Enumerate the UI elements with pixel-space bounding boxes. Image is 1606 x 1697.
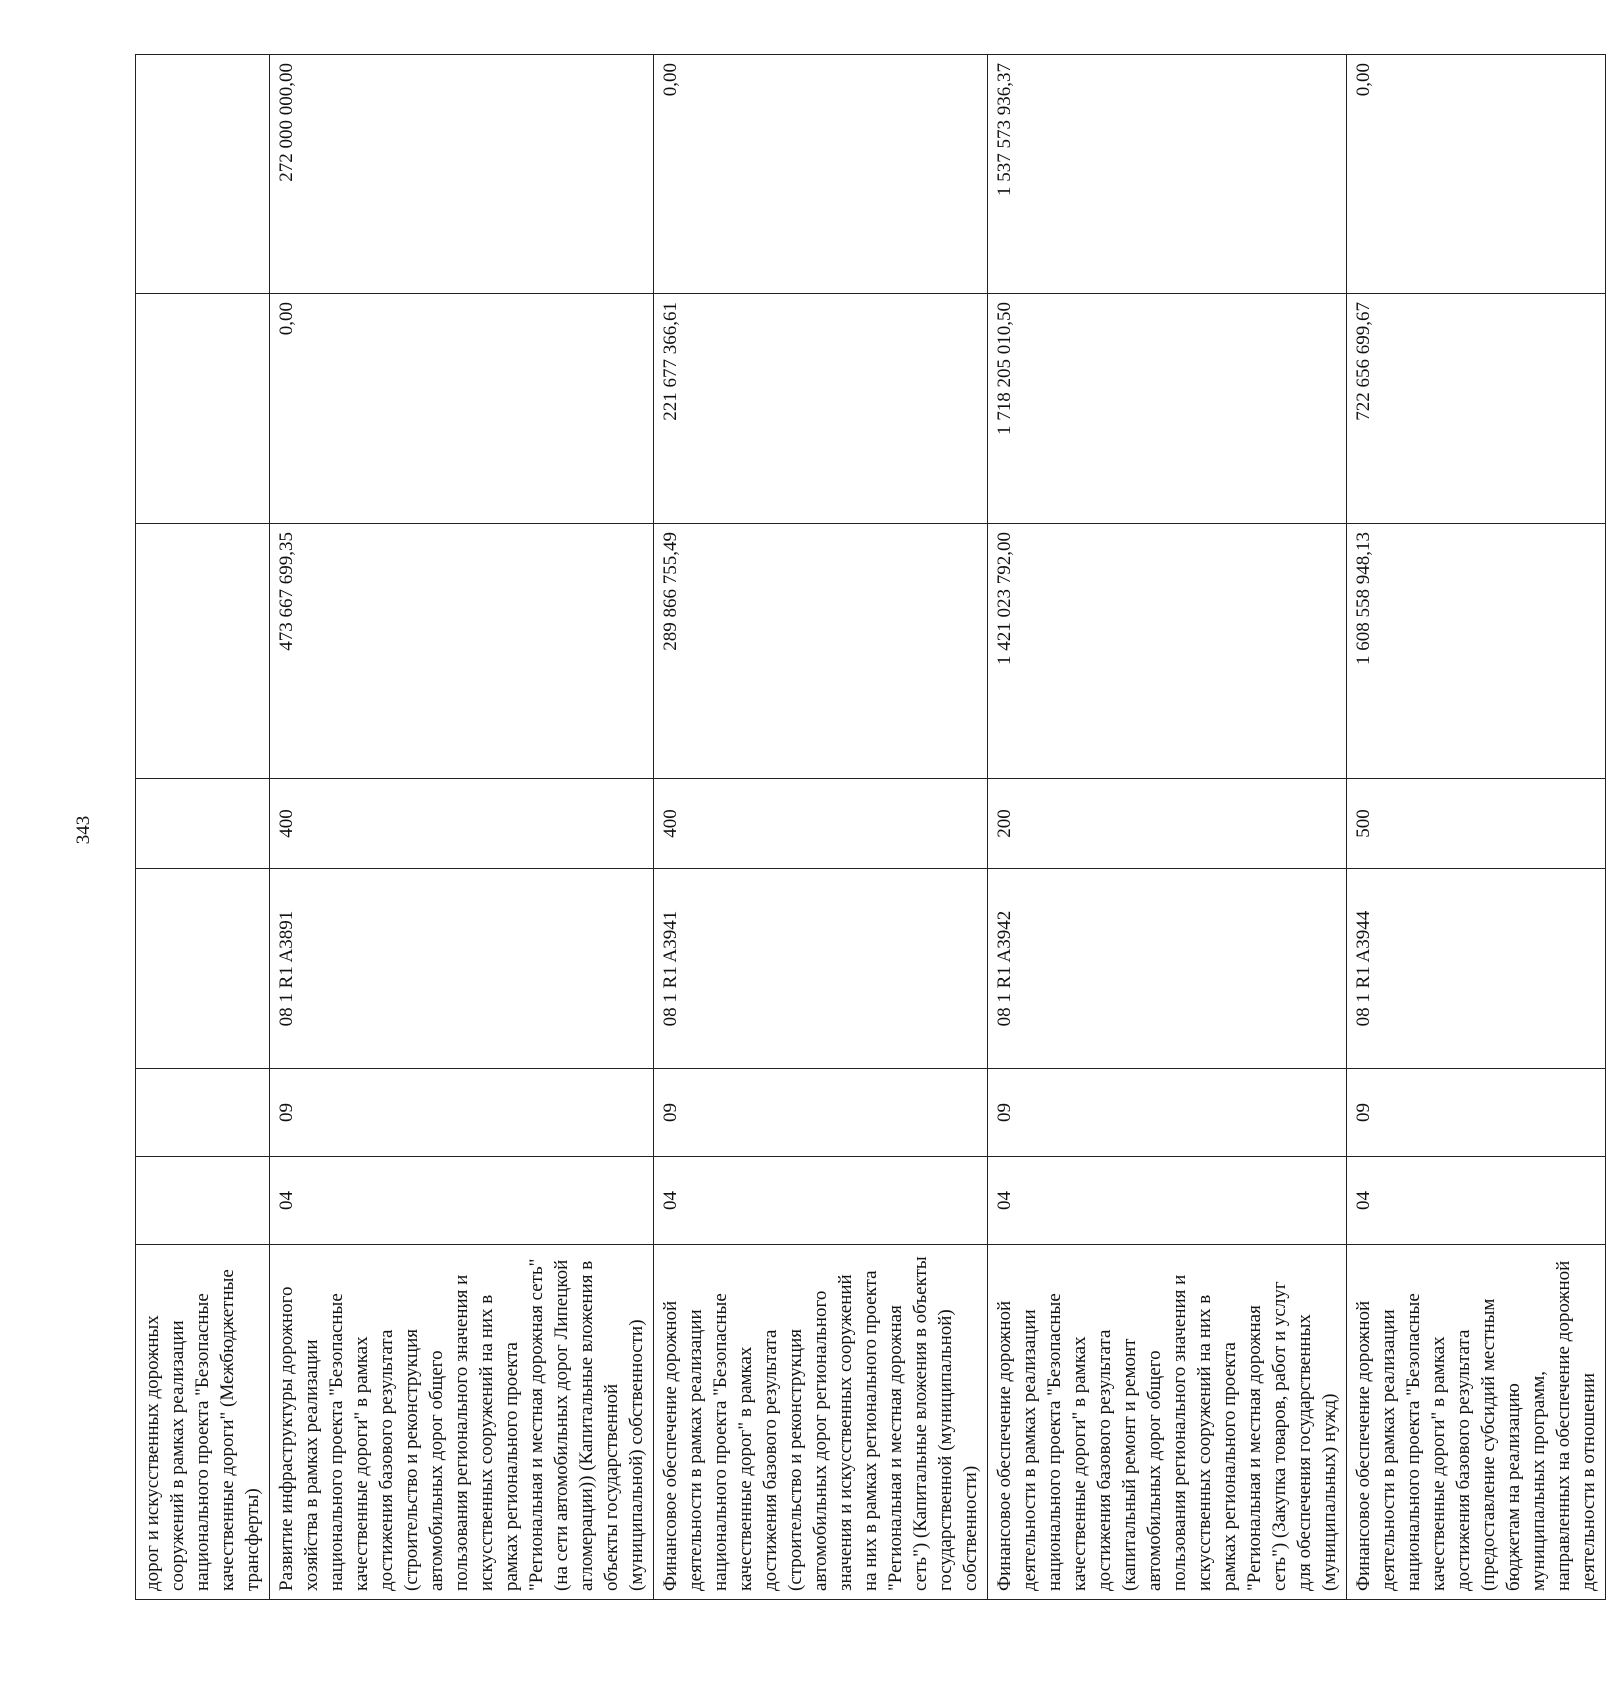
amount-year-2: 1 718 205 010,50 <box>988 294 1347 524</box>
amount-year-3 <box>136 55 270 294</box>
table-row <box>1347 55 1606 1600</box>
subsection-code: 09 <box>270 1069 654 1157</box>
target-article-code: 08 1 R1 A3944 <box>1347 869 1606 1069</box>
amount-year-1: 1 421 023 792,00 <box>988 524 1347 779</box>
budget-table <box>135 54 1606 1600</box>
amount-year-1 <box>136 524 270 779</box>
subsection-code: 09 <box>988 1069 1347 1157</box>
target-article-code: 08 1 R1 A3941 <box>654 869 988 1069</box>
amount-year-3: 0,00 <box>1347 55 1606 294</box>
expense-type-code: 500 <box>1347 779 1606 869</box>
expense-type-code <box>136 779 270 869</box>
target-article-code <box>136 869 270 1069</box>
row-description: Финансовое обеспечение дорожной деятельности в рамках реализации национального проекта "Безопасные качественные дороги" в рамках достижения базового результата (капитальный ремонт и ремонт автомобильных дорог общего пользования регионального значения и искусственных сооружений на них в рамках регионального проекта "Региональная и местная дорожная сеть") (Закупка товаров, работ и услуг для обеспечения государственных (муниципальных) нужд) <box>988 1245 1347 1600</box>
amount-year-2 <box>136 294 270 524</box>
subsection-code: 09 <box>654 1069 988 1157</box>
row-description: дорог и искусственных дорожных сооружений в рамках реализации национального проекта "Безопасные качественные дороги" (Межбюджетные трансферты) <box>136 1245 270 1600</box>
amount-year-2: 722 656 699,67 <box>1347 294 1606 524</box>
amount-year-1: 289 866 755,49 <box>654 524 988 779</box>
target-article-code: 08 1 R1 A3942 <box>988 869 1347 1069</box>
section-code: 04 <box>1347 1157 1606 1245</box>
amount-year-1: 473 667 699,35 <box>270 524 654 779</box>
amount-year-3: 0,00 <box>654 55 988 294</box>
row-description: Развитие инфраструктуры дорожного хозяйства в рамках реализации национального проекта "Безопасные качественные дороги" в рамках достижения базового результата (строительство и реконструкция автомобильных дорог общего пользования регионального значения и искусственных сооружений на них в рамках регионального проекта "Региональная и местная дорожная сеть" (на сети автомобильных дорог Липецкой агломерации)) (Капитальные вложения в объекты государственной (муниципальной) собственности) <box>270 1245 654 1600</box>
expense-type-code: 400 <box>270 779 654 869</box>
target-article-code: 08 1 R1 A3891 <box>270 869 654 1069</box>
page-number: 343 <box>73 815 94 845</box>
subsection-code <box>136 1069 270 1157</box>
amount-year-2: 0,00 <box>270 294 654 524</box>
section-code <box>136 1157 270 1245</box>
amount-year-3: 272 000 000,00 <box>270 55 654 294</box>
table-row <box>988 55 1347 1600</box>
table-row <box>136 55 270 1600</box>
section-code: 04 <box>988 1157 1347 1245</box>
amount-year-3: 1 537 573 936,37 <box>988 55 1347 294</box>
subsection-code: 09 <box>1347 1069 1606 1157</box>
table-row <box>270 55 654 1600</box>
row-description: Финансовое обеспечение дорожной деятельности в рамках реализации национального проекта "Безопасные качественные дороги" в рамках достижения базового результата (предоставление субсидий местным бюджетам на реализацию муниципальных программ, направленных на обеспечение дорожной деятельности в отношении <box>1347 1245 1606 1600</box>
amount-year-1: 1 608 558 948,13 <box>1347 524 1606 779</box>
expense-type-code: 200 <box>988 779 1347 869</box>
expense-type-code: 400 <box>654 779 988 869</box>
rotated-page <box>73 55 1599 1600</box>
table-row <box>654 55 988 1600</box>
amount-year-2: 221 677 366,61 <box>654 294 988 524</box>
section-code: 04 <box>270 1157 654 1245</box>
row-description: Финансовое обеспечение дорожной деятельности в рамках реализации национального проекта "Безопасные качественные дорог" в рамках достижения базового результата (строительство и реконструкция автомобильных дорог регионального значения и искусственных сооружений на них в рамках регионального проекта "Региональная и местная дорожная сеть") (Капитальные вложения в объекты государственной (муниципальной) собственности) <box>654 1245 988 1600</box>
section-code: 04 <box>654 1157 988 1245</box>
